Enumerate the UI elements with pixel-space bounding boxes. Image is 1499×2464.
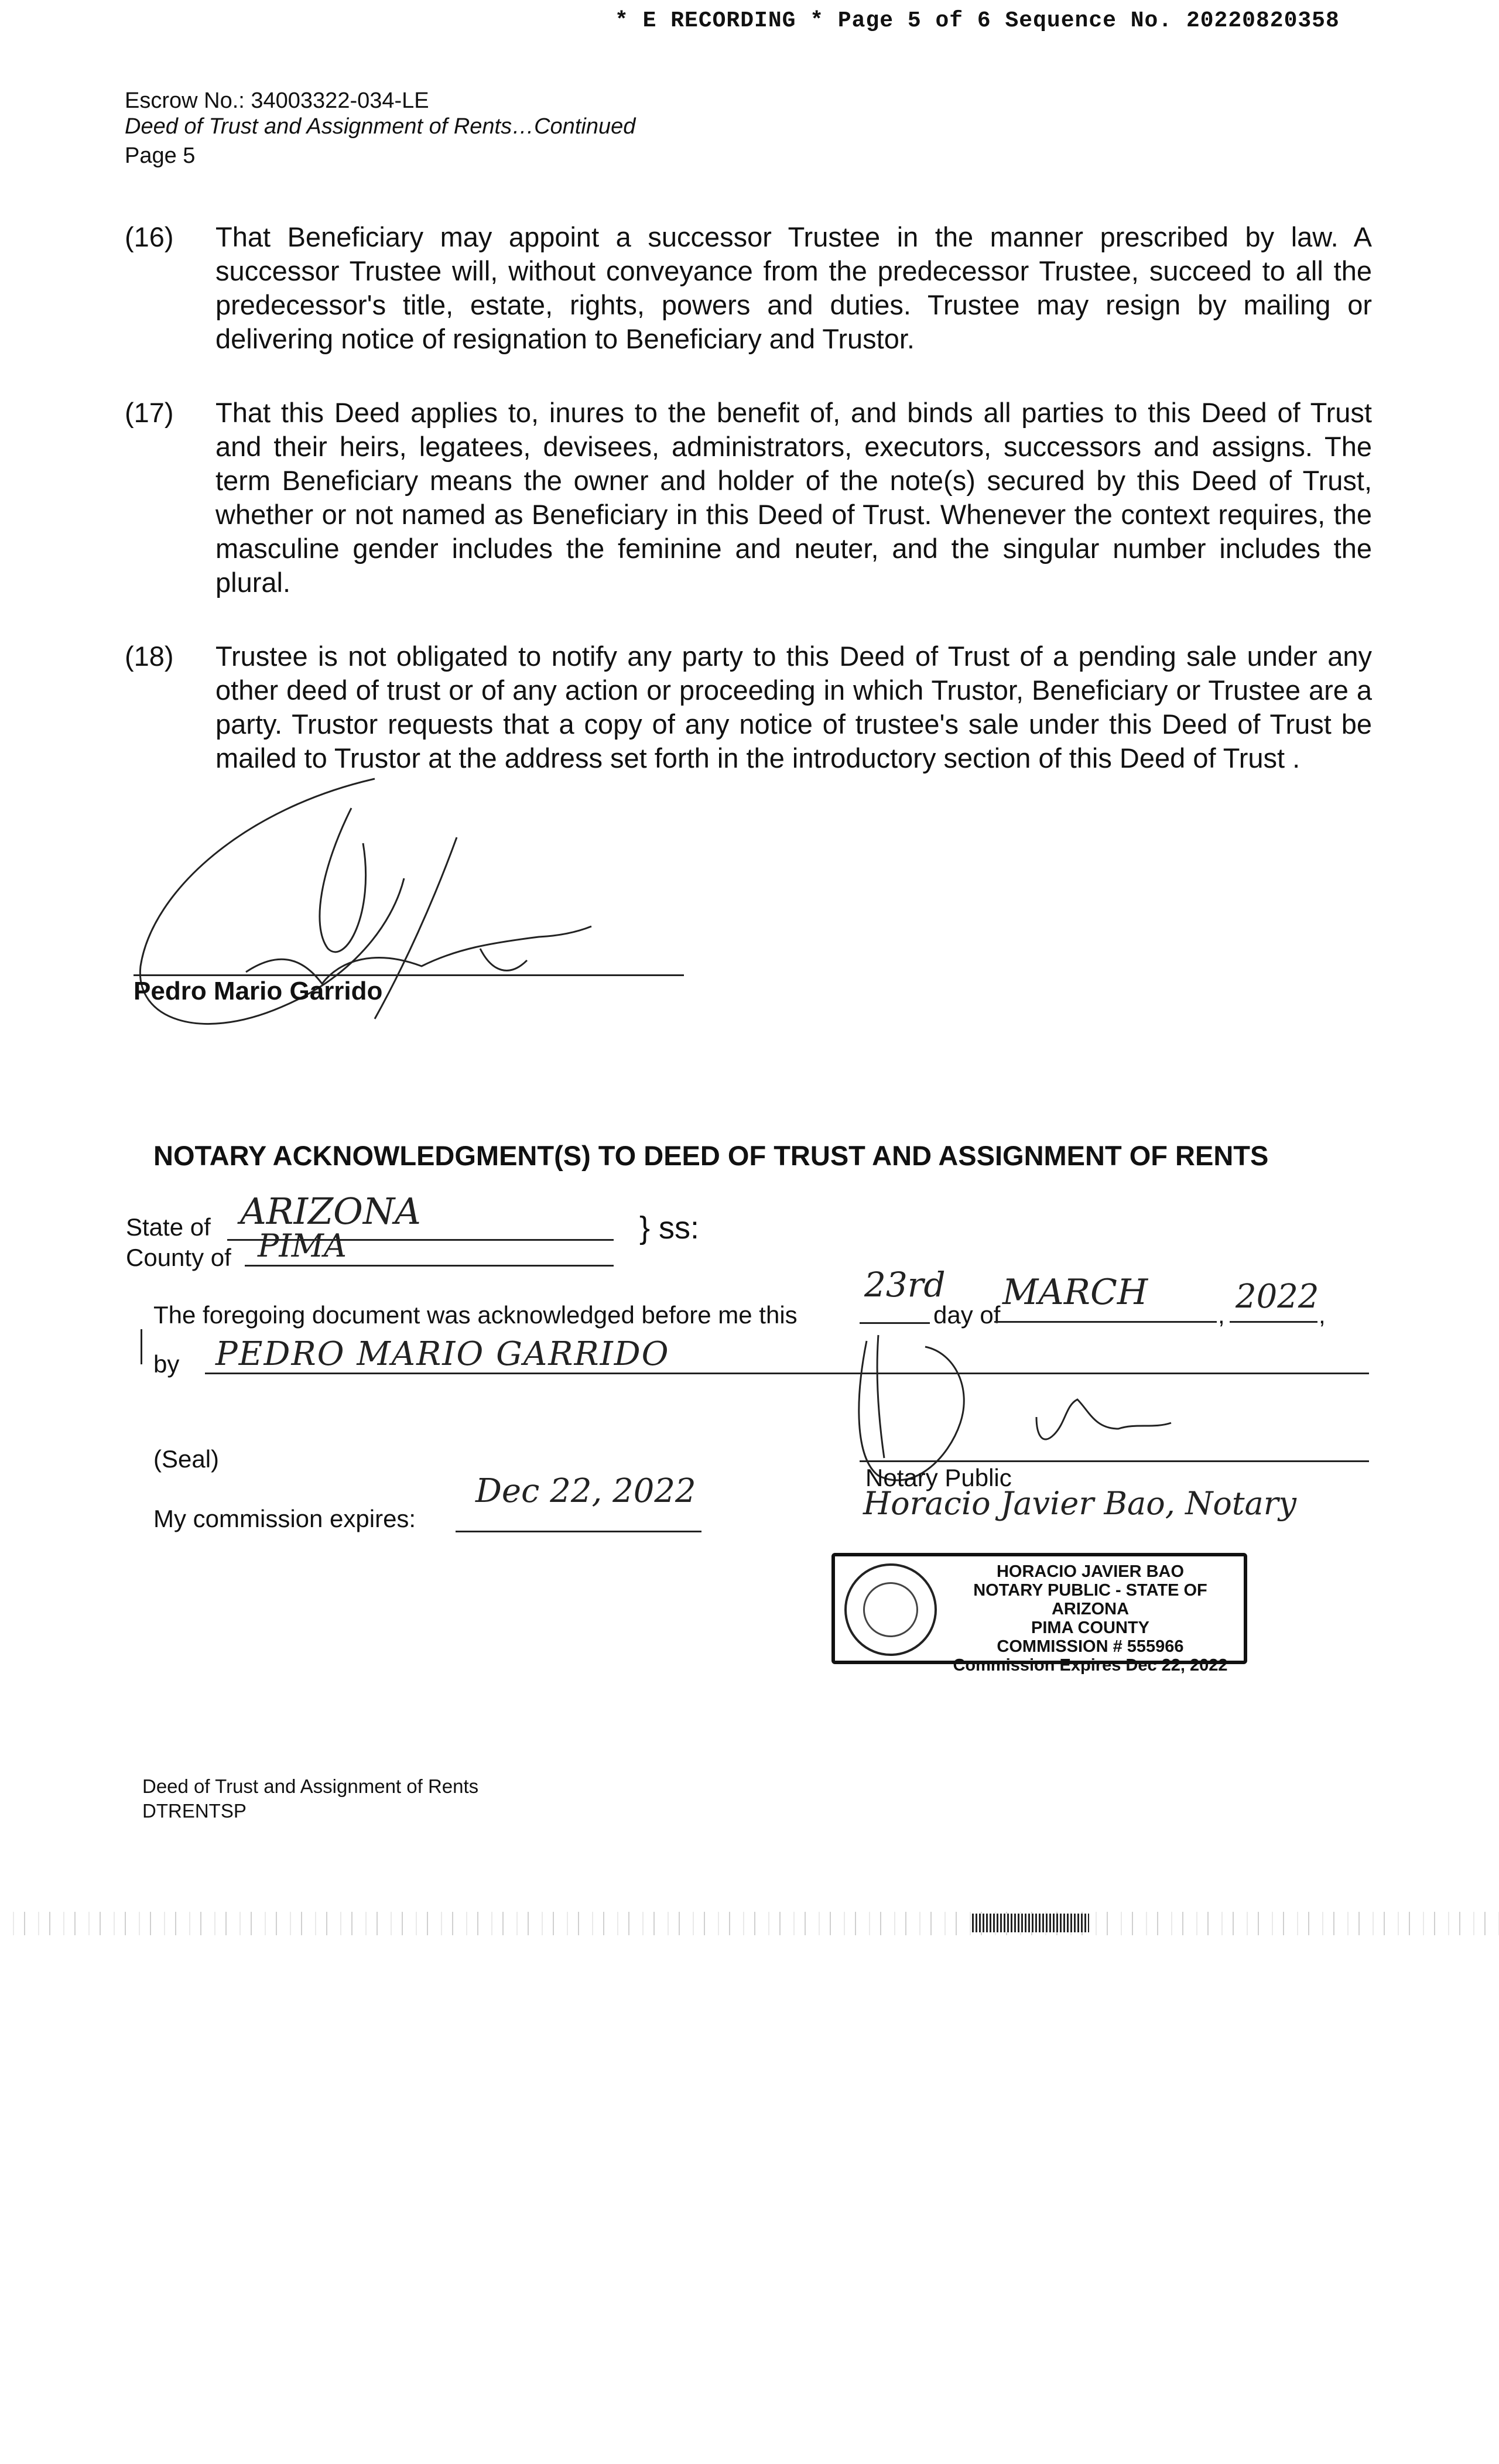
scan-artifact	[972, 1914, 1089, 1932]
signer-name: Pedro Mario Garrido	[134, 977, 383, 1005]
paragraph-text: That this Deed applies to, inures to the benefit of, and binds all parties to this Deed of Trust and their heirs, legatees, devisees, administrators, executors, successors and assigns. The term Beneficiary means the owner and holder of the note(s) secured by this Deed of Trust, whether or not named as Beneficiary in this Deed of Trust. Whenever the context requires, the masculine gender includes the feminine and neuter, and the singular number includes the plural.	[215, 397, 1372, 598]
paragraph-number: (17)	[125, 397, 174, 428]
paragraph-number: (18)	[125, 641, 174, 672]
year-value: 2022	[1236, 1278, 1319, 1316]
month-value: MARCH	[1002, 1272, 1148, 1313]
ss-label: } ss:	[639, 1210, 700, 1245]
foregoing-label: The foregoing document was acknowledged before me this	[153, 1301, 798, 1329]
scan-artifact	[0, 1912, 1499, 1935]
by-value: PEDRO MARIO GARRIDO	[215, 1335, 670, 1373]
paragraph-17	[125, 396, 1372, 600]
county-value: PIMA	[258, 1227, 347, 1264]
by-label: by	[153, 1350, 180, 1378]
commission-value: Dec 22, 2022	[475, 1472, 696, 1510]
stamp-expires: Commission Expires Dec 22, 2022	[953, 1656, 1228, 1675]
notary-heading: NOTARY ACKNOWLEDGMENT(S) TO DEED OF TRUST AND ASSIGNMENT OF RENTS	[153, 1140, 1269, 1171]
document-subtitle: Deed of Trust and Assignment of Rents…Continued	[125, 114, 636, 139]
state-seal-icon	[844, 1563, 937, 1656]
notary-stamp	[831, 1553, 1247, 1675]
paragraph-16	[125, 220, 1372, 356]
state-label: State of	[126, 1213, 211, 1241]
state-value: ARIZONA	[240, 1190, 421, 1233]
signature-line	[134, 974, 684, 976]
commission-line	[456, 1531, 701, 1532]
footer	[142, 1774, 478, 1823]
county-label: County of	[126, 1244, 231, 1271]
stamp-title: NOTARY PUBLIC - STATE OF ARIZONA	[973, 1581, 1207, 1618]
seal-label: (Seal)	[153, 1445, 220, 1473]
page-label: Page 5	[125, 143, 196, 168]
day-line	[860, 1322, 930, 1324]
recording-header: * E RECORDING * Page 5 of 6 Sequence No. 20220820358	[615, 8, 1340, 33]
footer-code: DTRENTSP	[142, 1800, 247, 1822]
stamp-county: PIMA COUNTY	[1031, 1618, 1149, 1637]
day-of-label: day of	[933, 1301, 1001, 1329]
county-line	[245, 1265, 614, 1267]
day-value: 23rd	[864, 1265, 946, 1305]
paragraph-number: (16)	[125, 221, 174, 252]
notary-printed-name: Horacio Javier Bao, Notary	[863, 1485, 1297, 1522]
footer-title: Deed of Trust and Assignment of Rents	[142, 1775, 479, 1797]
borrower-signature	[129, 773, 609, 1048]
paragraph-18	[125, 639, 1372, 775]
notary-public-label: Notary Public	[865, 1464, 1012, 1491]
commission-label: My commission expires:	[153, 1505, 416, 1532]
comma-sep: ,	[1319, 1301, 1326, 1329]
margin-mark	[141, 1329, 142, 1364]
stamp-commission: COMMISSION # 555966	[997, 1637, 1184, 1656]
year-line	[1230, 1321, 1317, 1323]
notary-signature-line	[860, 1460, 1369, 1462]
month-line	[994, 1321, 1217, 1323]
comma-sep: ,	[1218, 1301, 1225, 1329]
escrow-number: Escrow No.: 34003322-034-LE	[125, 88, 429, 113]
paragraph-text: Trustee is not obligated to notify any party to this Deed of Trust of a pending sale under any other deed of trust or of any action or proceeding in which Trustor, Beneficiary or Trustee are a party. Trustor requests that a copy of any notice of trustee's sale under this Deed of Trust be mailed to Trustor at the address set forth in the introductory section of this Deed of Trust .	[215, 641, 1372, 774]
paragraph-text: That Beneficiary may appoint a successor Trustee in the manner prescribed by law. A successor Trustee will, without conveyance from the predecessor Trustee, succeed to all the predecessor's title, estate, rights, powers and duties. Trustee may resign by mailing or delivering notice of resignation to Beneficiary and Trustor.	[215, 221, 1372, 354]
stamp-name: HORACIO JAVIER BAO	[996, 1562, 1185, 1581]
